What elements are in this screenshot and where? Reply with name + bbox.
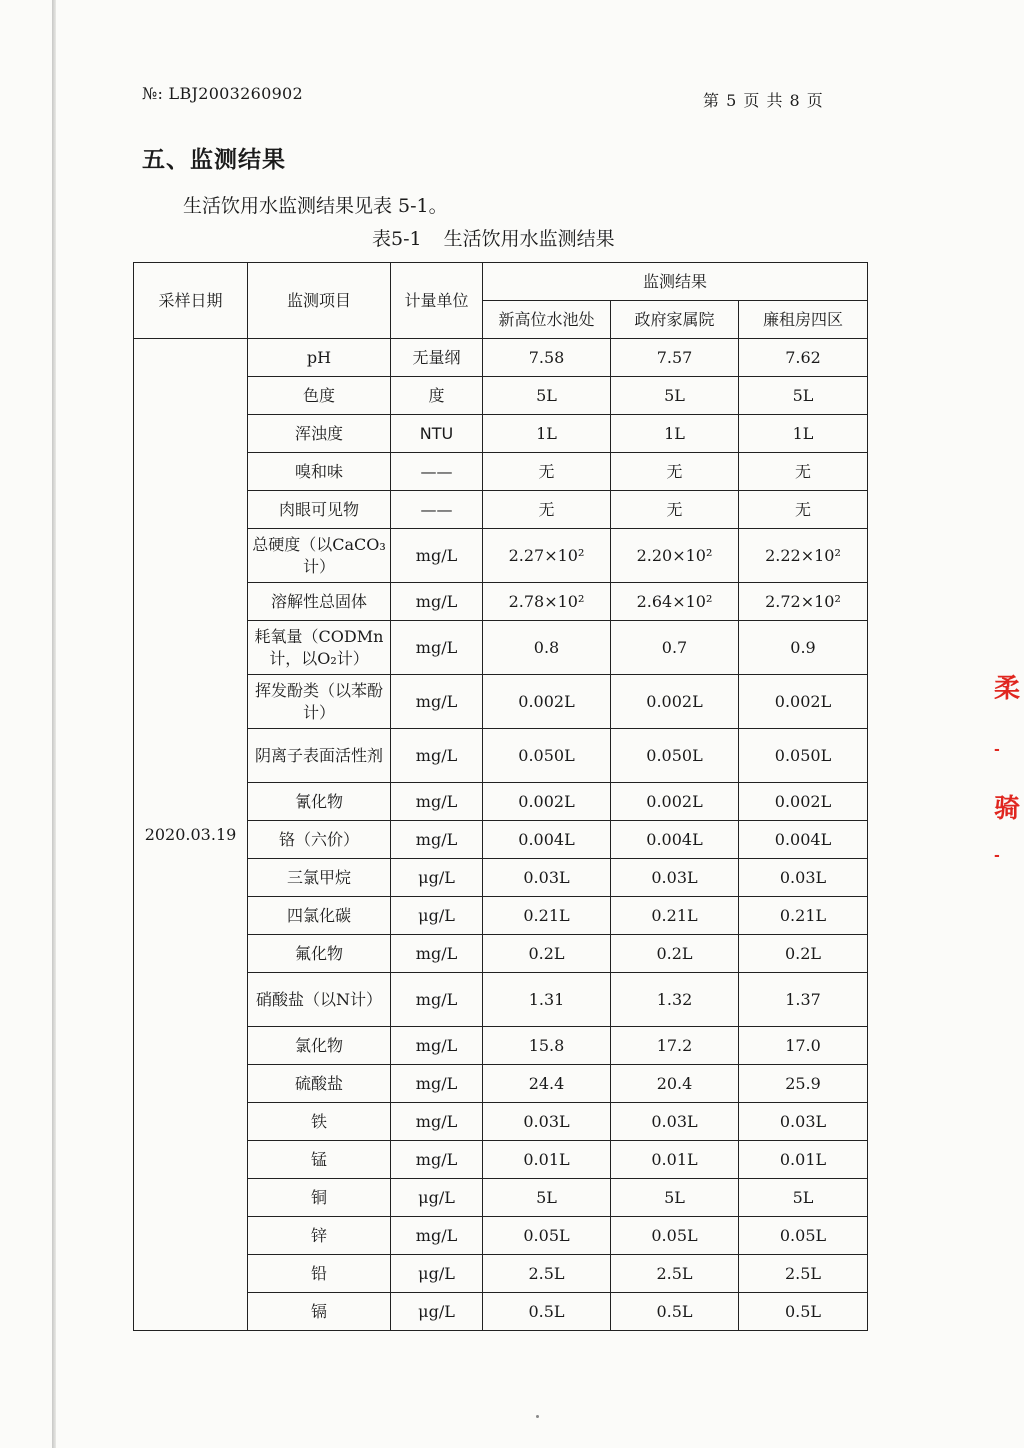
item-cell: 氰化物 [248, 783, 391, 821]
value-cell-site-2: 7.57 [611, 339, 739, 377]
item-cell: 挥发酚类（以苯酚计） [248, 675, 391, 729]
header-results: 监测结果 [483, 263, 868, 301]
value-cell-site-2: 5L [611, 1179, 739, 1217]
unit-cell: μg/L [391, 859, 483, 897]
unit-cell: 无量纲 [391, 339, 483, 377]
value-cell-site-1: 0.03L [483, 1103, 611, 1141]
value-cell-site-2: 20.4 [611, 1065, 739, 1103]
unit-cell: μg/L [391, 1293, 483, 1331]
table-row [134, 339, 868, 377]
table-caption-number: 表5-1 [372, 228, 422, 250]
value-cell-site-3: 0.03L [739, 859, 868, 897]
value-cell-site-2: 0.2L [611, 935, 739, 973]
results-table [133, 262, 868, 1331]
item-cell: 硫酸盐 [248, 1065, 391, 1103]
value-cell-site-1: 0.2L [483, 935, 611, 973]
value-cell-site-3: 0.050L [739, 729, 868, 783]
value-cell-site-3: 0.2L [739, 935, 868, 973]
header-unit: 计量单位 [391, 263, 483, 339]
unit-cell: mg/L [391, 583, 483, 621]
value-cell-site-1: 0.002L [483, 675, 611, 729]
item-cell: 硝酸盐（以N计） [248, 973, 391, 1027]
value-cell-site-1: 5L [483, 1179, 611, 1217]
unit-cell: mg/L [391, 935, 483, 973]
value-cell-site-1: 0.8 [483, 621, 611, 675]
value-cell-site-3: 1.37 [739, 973, 868, 1027]
item-cell: 总硬度（以CaCO₃计） [248, 529, 391, 583]
unit-cell: μg/L [391, 1179, 483, 1217]
page-binding-edge [52, 0, 56, 1448]
value-cell-site-2: 0.03L [611, 859, 739, 897]
value-cell-site-3: 无 [739, 491, 868, 529]
value-cell-site-2: 无 [611, 491, 739, 529]
value-cell-site-1: 无 [483, 453, 611, 491]
value-cell-site-2: 17.2 [611, 1027, 739, 1065]
unit-cell: mg/L [391, 1103, 483, 1141]
unit-cell: mg/L [391, 1027, 483, 1065]
value-cell-site-3: 7.62 [739, 339, 868, 377]
unit-cell: mg/L [391, 1065, 483, 1103]
table-caption-title: 生活饮用水监测结果 [443, 228, 615, 250]
item-cell: 氟化物 [248, 935, 391, 973]
value-cell-site-1: 0.05L [483, 1217, 611, 1255]
value-cell-site-1: 0.21L [483, 897, 611, 935]
value-cell-site-3: 2.22×10² [739, 529, 868, 583]
item-cell: 浑浊度 [248, 415, 391, 453]
unit-cell: mg/L [391, 821, 483, 859]
value-cell-site-3: 0.004L [739, 821, 868, 859]
item-cell: 色度 [248, 377, 391, 415]
item-cell: 铁 [248, 1103, 391, 1141]
scan-speck [536, 1415, 539, 1418]
unit-cell: μg/L [391, 1255, 483, 1293]
item-cell: 嗅和味 [248, 453, 391, 491]
unit-cell: NTU [391, 415, 483, 453]
item-cell: 锌 [248, 1217, 391, 1255]
item-cell: pH [248, 339, 391, 377]
value-cell-site-3: 0.21L [739, 897, 868, 935]
header-site-1: 新高位水池处 [483, 301, 611, 339]
unit-cell: —— [391, 453, 483, 491]
value-cell-site-2: 2.20×10² [611, 529, 739, 583]
unit-cell: mg/L [391, 729, 483, 783]
value-cell-site-1: 2.78×10² [483, 583, 611, 621]
value-cell-site-3: 2.5L [739, 1255, 868, 1293]
unit-cell: mg/L [391, 621, 483, 675]
value-cell-site-1: 5L [483, 377, 611, 415]
value-cell-site-1: 0.002L [483, 783, 611, 821]
value-cell-site-2: 0.01L [611, 1141, 739, 1179]
item-cell: 镉 [248, 1293, 391, 1331]
value-cell-site-1: 1.31 [483, 973, 611, 1027]
value-cell-site-1: 15.8 [483, 1027, 611, 1065]
value-cell-site-2: 无 [611, 453, 739, 491]
intro-text: 生活饮用水监测结果见表 5-1。 [183, 195, 448, 217]
value-cell-site-2: 0.7 [611, 621, 739, 675]
value-cell-site-1: 无 [483, 491, 611, 529]
item-cell: 铜 [248, 1179, 391, 1217]
section-title: 五、监测结果 [142, 146, 286, 173]
header-site-2: 政府家属院 [611, 301, 739, 339]
value-cell-site-3: 0.01L [739, 1141, 868, 1179]
value-cell-site-3: 0.002L [739, 783, 868, 821]
item-cell: 肉眼可见物 [248, 491, 391, 529]
value-cell-site-2: 0.05L [611, 1217, 739, 1255]
item-cell: 溶解性总固体 [248, 583, 391, 621]
item-cell: 耗氧量（CODMn计，以O₂计） [248, 621, 391, 675]
value-cell-site-2: 1L [611, 415, 739, 453]
value-cell-site-3: 5L [739, 1179, 868, 1217]
value-cell-site-1: 1L [483, 415, 611, 453]
item-cell: 铬（六价） [248, 821, 391, 859]
value-cell-site-3: 2.72×10² [739, 583, 868, 621]
value-cell-site-1: 7.58 [483, 339, 611, 377]
unit-cell: mg/L [391, 675, 483, 729]
value-cell-site-2: 0.002L [611, 675, 739, 729]
value-cell-site-2: 2.64×10² [611, 583, 739, 621]
value-cell-site-2: 1.32 [611, 973, 739, 1027]
item-cell: 阴离子表面活性剂 [248, 729, 391, 783]
unit-cell: mg/L [391, 529, 483, 583]
value-cell-site-2: 0.03L [611, 1103, 739, 1141]
value-cell-site-1: 0.01L [483, 1141, 611, 1179]
value-cell-site-1: 0.03L [483, 859, 611, 897]
value-cell-site-3: 0.5L [739, 1293, 868, 1331]
value-cell-site-1: 24.4 [483, 1065, 611, 1103]
value-cell-site-3: 0.05L [739, 1217, 868, 1255]
unit-cell: mg/L [391, 1141, 483, 1179]
header-sampling-date: 采样日期 [134, 263, 248, 339]
value-cell-site-2: 2.5L [611, 1255, 739, 1293]
value-cell-site-1: 0.004L [483, 821, 611, 859]
value-cell-site-2: 0.21L [611, 897, 739, 935]
unit-cell: mg/L [391, 1217, 483, 1255]
unit-cell: 度 [391, 377, 483, 415]
value-cell-site-2: 0.004L [611, 821, 739, 859]
value-cell-site-1: 0.050L [483, 729, 611, 783]
item-cell: 三氯甲烷 [248, 859, 391, 897]
item-cell: 锰 [248, 1141, 391, 1179]
unit-cell: mg/L [391, 783, 483, 821]
value-cell-site-1: 0.5L [483, 1293, 611, 1331]
value-cell-site-2: 0.5L [611, 1293, 739, 1331]
value-cell-site-3: 17.0 [739, 1027, 868, 1065]
value-cell-site-3: 0.002L [739, 675, 868, 729]
value-cell-site-3: 0.03L [739, 1103, 868, 1141]
results-table-body [134, 339, 868, 1331]
value-cell-site-2: 0.002L [611, 783, 739, 821]
table-caption [372, 224, 615, 251]
value-cell-site-3: 0.9 [739, 621, 868, 675]
item-cell: 氯化物 [248, 1027, 391, 1065]
value-cell-site-3: 无 [739, 453, 868, 491]
page-indicator: 第 5 页 共 8 页 [703, 91, 824, 110]
item-cell: 四氯化碳 [248, 897, 391, 935]
item-cell: 铅 [248, 1255, 391, 1293]
value-cell-site-1: 2.5L [483, 1255, 611, 1293]
report-number: №: LBJ2003260902 [142, 84, 304, 103]
value-cell-site-3: 25.9 [739, 1065, 868, 1103]
header-site-3: 廉租房四区 [739, 301, 868, 339]
value-cell-site-2: 0.050L [611, 729, 739, 783]
value-cell-site-3: 1L [739, 415, 868, 453]
unit-cell: mg/L [391, 973, 483, 1027]
unit-cell: —— [391, 491, 483, 529]
sampling-date-cell: 2020.03.19 [134, 339, 248, 1331]
value-cell-site-1: 2.27×10² [483, 529, 611, 583]
header-item: 监测项目 [248, 263, 391, 339]
value-cell-site-2: 5L [611, 377, 739, 415]
unit-cell: μg/L [391, 897, 483, 935]
red-stamp-edge: 柔 - 骑 - [994, 674, 1021, 864]
value-cell-site-3: 5L [739, 377, 868, 415]
